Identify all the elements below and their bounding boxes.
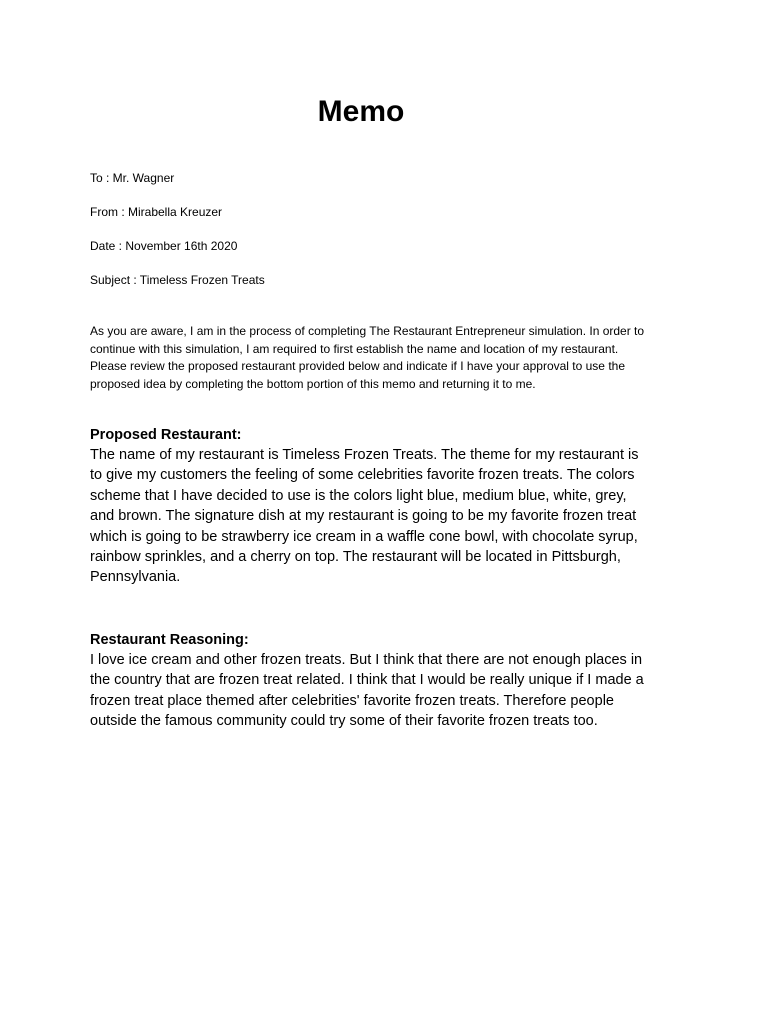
body-line: the country that are frozen treat related. I think that I would be really unique if I made a — [90, 672, 644, 689]
intro-paragraph — [90, 323, 680, 393]
body-line: The name of my restaurant is Timeless Frozen Treats. The theme for my restaurant is — [90, 447, 639, 463]
body-line: I love ice cream and other frozen treats. But I think that there are not enough places in — [90, 652, 643, 668]
memo-from-line: From : Mirabella Kreuzer — [90, 205, 223, 219]
memo-date-line: Date : November 16th 2020 — [90, 239, 238, 253]
body-line: scheme that I have decided to use is the colors light blue, medium blue, white, grey, — [90, 487, 627, 504]
body-line: to give my customers the feeling of some celebrities favorite frozen treats. The colors — [90, 467, 635, 484]
body-line: and brown. The signature dish at my restaurant is going to be my favorite frozen treat — [90, 508, 637, 525]
intro-line: As you are aware, I am in the process of completing The Restaurant Entrepreneur simulation. In order to — [90, 324, 645, 338]
body-line: which is going to be strawberry ice cream in a waffle cone bowl, with chocolate syrup, — [90, 528, 638, 545]
restaurant-reasoning-heading: Restaurant Reasoning: — [90, 632, 249, 648]
intro-line: proposed idea by completing the bottom portion of this memo and returning it to me. — [90, 376, 536, 391]
body-line: Pennsylvania. — [90, 569, 181, 586]
memo-subject-line: Subject : Timeless Frozen Treats — [90, 273, 265, 287]
intro-line: Please review the proposed restaurant provided below and indicate if I have your approval to use the — [90, 359, 625, 374]
proposed-restaurant-heading: Proposed Restaurant: — [90, 427, 242, 443]
body-line: rainbow sprinkles, and a cherry on top. The restaurant will be located in Pittsburgh, — [90, 549, 621, 566]
intro-line: continue with this simulation, I am required to first establish the name and location of my restaurant. — [90, 341, 619, 356]
restaurant-reasoning-body — [90, 650, 680, 732]
memo-to-line: To : Mr. Wagner — [90, 171, 175, 185]
memo-title: Memo — [317, 95, 405, 128]
body-line: frozen treat place themed after celebrities' favorite frozen treats. Therefore people — [90, 692, 614, 709]
proposed-restaurant-body — [90, 445, 680, 588]
body-line: outside the famous community could try some of their favorite frozen treats too. — [90, 713, 598, 730]
